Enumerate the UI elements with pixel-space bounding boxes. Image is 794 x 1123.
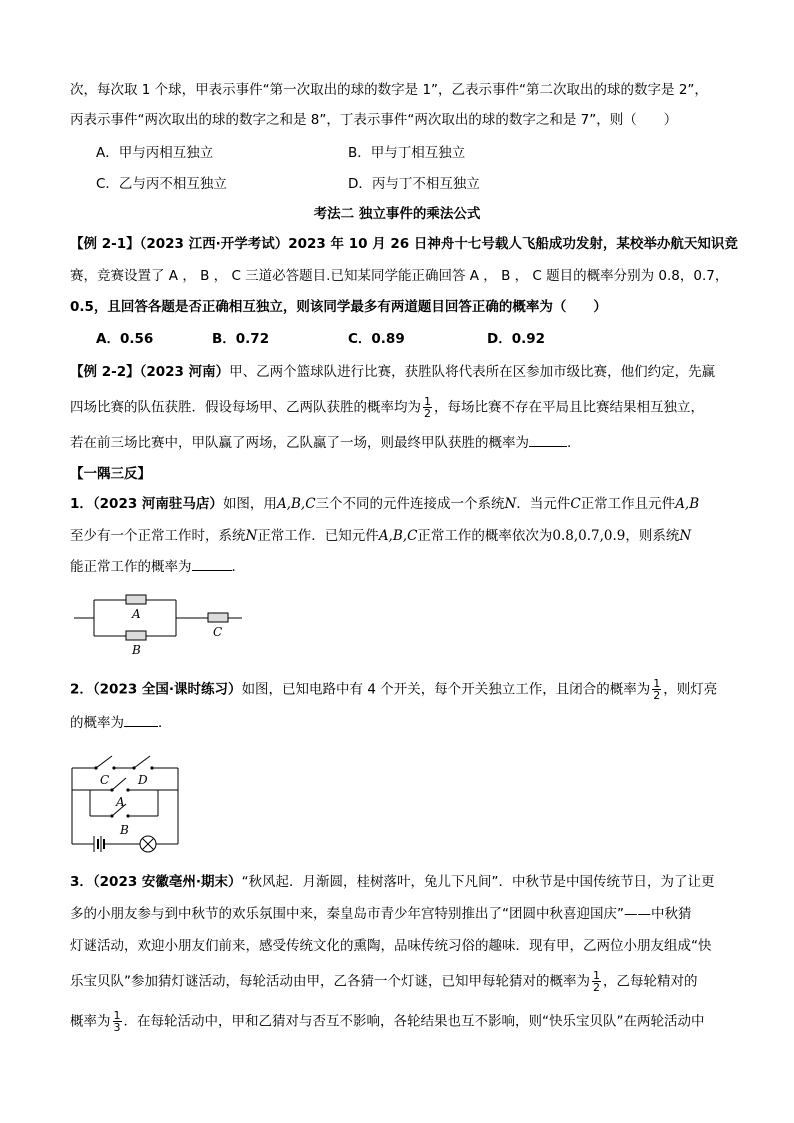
q3-line-3: 灯谜活动，欢迎小朋友们前来，感受传统文化的熏陶，品味传统习俗的趣味．现有甲，乙两位小朋友组成“快	[70, 938, 712, 954]
q1-text: 正常工作的概率依次为	[417, 528, 553, 544]
ex22-text-1: 甲、乙两个篮球队进行比赛，获胜队将代表所在区参加市级比赛，他们约定，先赢	[229, 364, 716, 380]
ex22-line-2	[70, 396, 704, 419]
yiyu-heading: 【一隅三反】	[70, 466, 151, 482]
component-b	[126, 631, 146, 640]
component-c	[208, 613, 228, 622]
ex22-text-3-end: .	[567, 435, 572, 451]
q2-text: ．	[158, 715, 172, 731]
q1-line-3	[70, 557, 245, 577]
fraction-numerator: 1	[424, 395, 431, 408]
fraction-numerator: 1	[593, 969, 600, 982]
ex22-text-2a: 四场比赛的队伍获胜．假设每场甲、乙两队获胜的概率均为	[70, 399, 421, 416]
q1-math: N	[679, 528, 692, 544]
q3-line-2: 多的小朋友参与到中秋节的欢乐氛围中来，秦皇岛市青少年宫特别推出了“团圆中秋喜迎国庆”——中秋猜	[70, 906, 692, 922]
ex21-tag: 【例 2-1】	[70, 236, 140, 252]
ex22-tag: 【例 2-2】	[70, 364, 140, 380]
intro-line-2: 丙表示事件“两次取出的球的数字之和是 8”，丁表示事件“两次取出的球的数字之和是 7”，则（ ）	[70, 112, 678, 128]
fraction-one-half	[592, 970, 601, 993]
battery-icon	[94, 836, 104, 852]
q1-number: 1．	[70, 496, 93, 512]
answer-blank	[192, 558, 232, 571]
q3-number: 3．	[70, 874, 93, 890]
switch-lamp-circuit-diagram	[68, 740, 184, 858]
q1-text: ．当元件	[516, 496, 571, 512]
ex21-line-1	[70, 234, 738, 254]
q1-line-1	[70, 494, 699, 514]
q3-line-5	[70, 1010, 705, 1033]
q2-number: 2．	[70, 681, 93, 698]
q1-math: A,B	[675, 496, 700, 512]
ex21-option-c: C．0.89	[348, 331, 405, 347]
ex21-text-1: 2023 年 10 月 26 日神舟十七号载人飞船成功发射，某校举办航天知识竞	[288, 236, 738, 252]
ex21-line-2: 赛，竞赛设置了 A ， B ， C 三道必答题目.已知某同学能正确回答 A ， B ， C 题目的概率分别为 0.8，0.7，	[70, 268, 729, 284]
ex22-line-1	[70, 362, 715, 382]
series-parallel-circuit-diagram	[70, 588, 250, 658]
ex21-option-b: B．0.72	[212, 331, 270, 347]
q1-math: C	[570, 496, 581, 512]
ex22-text-2b: ，每场比赛不存在平局且比赛结果相互独立，	[434, 399, 704, 416]
q1-text: 能正常工作的概率为	[70, 559, 192, 575]
q3-text: ．在每轮活动中，甲和乙猜对与否互不影响，各轮结果也互不影响，则“快乐宝贝队”在两轮活动中	[123, 1013, 705, 1030]
q1-text: 如图，用	[222, 496, 277, 512]
fraction-denominator: 2	[593, 981, 600, 994]
q1-math: N	[245, 528, 258, 544]
q1-math: 0.8,0.7,0.9	[552, 528, 626, 544]
fraction-one-half	[423, 396, 432, 419]
intro-option-b: B．甲与丁相互独立	[348, 145, 466, 161]
intro-option-d: D．丙与丁不相互独立	[348, 176, 480, 192]
fraction-denominator: 3	[113, 1021, 121, 1034]
ex21-option-a: A．0.56	[96, 331, 154, 347]
q1-line-2	[70, 526, 691, 546]
intro-line-1: 次，每次取 1 个球，甲表示事件“第一次取出的球的数字是 1”，乙表示事件“第二次取出的球的数字是 2”，	[70, 82, 708, 98]
fraction-numerator: 1	[113, 1009, 121, 1022]
q2-text: ，则灯亮	[663, 681, 718, 698]
fraction-numerator: 1	[653, 677, 661, 690]
q3-line-4	[70, 970, 698, 993]
q3-text: 概率为	[70, 1013, 111, 1030]
section-title: 考法二 独立事件的乘法公式	[313, 206, 481, 222]
ex22-source: （2023 河南）	[139, 364, 230, 380]
ex22-text-3: 若在前三场比赛中，甲队赢了两场，乙队赢了一场，则最终甲队获胜的概率为	[70, 435, 529, 451]
q3-source: （2023 安徽亳州·期末）	[92, 874, 242, 890]
q2-text: 如图，已知电路中有 4 个开关，每个开关独立工作，且闭合的概率为	[241, 681, 651, 698]
q1-math: A,B,C	[378, 528, 418, 544]
label-c: C	[213, 625, 223, 639]
answer-blank	[124, 714, 158, 727]
q1-math: A,B,C	[276, 496, 316, 512]
q2-text: 的概率为	[70, 715, 124, 731]
intro-option-c: C．乙与丙不相互独立	[96, 176, 227, 192]
ex21-source: （2023 江西·开学考试）	[139, 236, 289, 252]
ex22-line-3	[70, 433, 571, 453]
q1-text: 三个不同的元件连接成一个系统	[315, 496, 505, 512]
fraction-denominator: 2	[653, 689, 661, 702]
intro-option-a: A．甲与丙相互独立	[96, 145, 214, 161]
q1-text: 正常工作．已知元件	[257, 528, 379, 544]
q2-line-2	[70, 713, 172, 733]
lamp-icon	[140, 836, 156, 852]
fraction-denominator: 2	[424, 407, 431, 420]
component-a	[126, 595, 146, 604]
label-d: D	[138, 773, 148, 787]
q3-text: “秋风起．月渐圆，桂树落叶，兔儿下凡间”．中秋节是中国传统节日，为了让更	[241, 874, 715, 890]
label-a: A	[116, 795, 125, 809]
q1-source: （2023 河南驻马店）	[92, 496, 223, 512]
fraction-one-third	[113, 1010, 122, 1033]
q3-line-1	[70, 872, 715, 892]
ex21-line-3: 0.5，且回答各题是否正确相互独立，则该同学最多有两道题目回答正确的概率为（ ）	[70, 299, 607, 315]
fraction-one-half	[652, 678, 661, 701]
label-a: A	[132, 607, 141, 621]
q1-math: N	[504, 496, 517, 512]
label-c: C	[100, 773, 110, 787]
q2-line-1	[70, 678, 717, 701]
label-b: B	[132, 643, 141, 657]
q1-text: 正常工作且元件	[580, 496, 676, 512]
q3-text: 乐宝贝队”参加猜灯谜活动，每轮活动由甲，乙各猜一个灯谜，已知甲每轮猜对的概率为	[70, 973, 590, 990]
answer-blank	[529, 434, 567, 447]
ex21-option-d: D．0.92	[487, 331, 546, 347]
label-b: B	[120, 823, 129, 837]
q1-text: ，则系统	[625, 528, 680, 544]
q1-text: 至少有一个正常工作时，系统	[70, 528, 246, 544]
q3-text: ，乙每轮精对的	[603, 973, 698, 990]
q2-source: （2023 全国·课时练习）	[92, 681, 242, 698]
q1-text: ．	[231, 559, 245, 575]
